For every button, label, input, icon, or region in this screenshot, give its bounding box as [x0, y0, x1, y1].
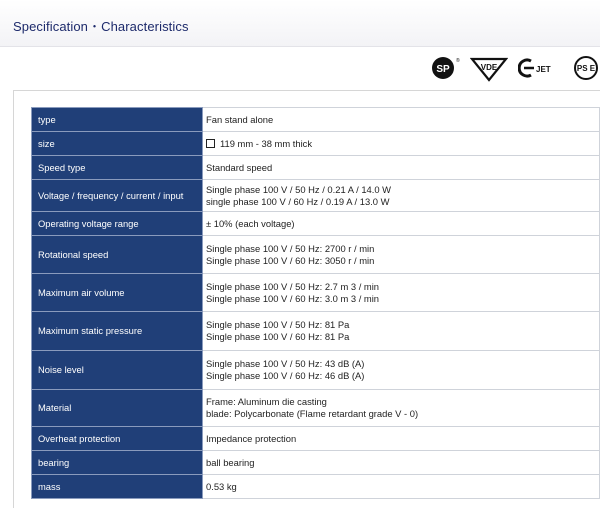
spec-label: Noise level [32, 351, 203, 390]
spec-value-line: Fan stand alone [206, 113, 274, 125]
spec-value-line: single phase 100 V / 60 Hz / 0.19 A / 13.0 W [206, 195, 390, 207]
spec-label: Rotational speed [32, 236, 203, 274]
table-row [32, 108, 600, 132]
spec-value [203, 427, 600, 451]
spec-value [203, 212, 600, 236]
pse-mark-icon [572, 54, 600, 82]
table-row [32, 212, 600, 236]
table-row [32, 274, 600, 312]
spec-value-line: Single phase 100 V / 50 Hz: 2700 r / min [206, 242, 375, 254]
spec-value-line: blade: Polycarbonate (Flame retardant grade V - 0) [206, 408, 419, 419]
vde-mark-text: VDE [480, 63, 498, 72]
spec-value [203, 312, 600, 351]
specification-table-body [32, 108, 600, 499]
spec-label: Voltage / frequency / current / input [32, 180, 203, 212]
spec-value [203, 390, 600, 427]
spec-value [203, 475, 600, 499]
spec-value-line: Single phase 100 V / 50 Hz: 43 dB (A) [206, 358, 365, 369]
spec-label: type [32, 108, 203, 132]
spec-value-line: 0.53 kg [206, 480, 237, 492]
spec-label: Overheat protection [32, 427, 203, 451]
spec-value-line [206, 138, 593, 150]
spec-value [203, 274, 600, 312]
page-header [0, 0, 600, 47]
table-row [32, 475, 600, 499]
table-row [32, 156, 600, 180]
table-row [32, 132, 600, 156]
csa-mark-icon [430, 54, 460, 82]
svg-text:®: ® [456, 58, 460, 64]
table-row [32, 390, 600, 427]
spec-value [203, 451, 600, 475]
spec-value-line: ± 10% (each voltage) [206, 217, 295, 229]
vde-mark-icon [470, 54, 508, 82]
spec-value-line: ball bearing [206, 456, 255, 468]
spec-label: size [32, 132, 203, 156]
spec-value [203, 180, 600, 212]
certification-marks [430, 54, 600, 82]
spec-value [203, 108, 600, 132]
spec-label: Maximum air volume [32, 274, 203, 312]
table-row [32, 312, 600, 351]
spec-label: Operating voltage range [32, 212, 203, 236]
spec-value-text: 119 mm - 38 mm thick [220, 137, 313, 149]
spec-label: bearing [32, 451, 203, 475]
table-row [32, 427, 600, 451]
spec-value-line: Single phase 100 V / 60 Hz: 3050 r / min [206, 254, 375, 266]
spec-label: Material [32, 390, 203, 427]
spec-label: Speed type [32, 156, 203, 180]
spec-value-line: Frame: Aluminum die casting [206, 396, 327, 407]
csa-mark-text: SP [436, 64, 450, 75]
spec-value [203, 351, 600, 390]
spec-value-line: Single phase 100 V / 60 Hz: 3.0 m 3 / min [206, 292, 380, 304]
square-icon [206, 139, 215, 148]
spec-value-line: Impedance protection [206, 432, 297, 444]
spec-value [203, 132, 600, 156]
spec-value-line: Single phase 100 V / 60 Hz: 46 dB (A) [206, 370, 365, 381]
specification-table [31, 107, 600, 499]
jet-mark-text: JET [536, 65, 551, 74]
table-row [32, 236, 600, 274]
spec-value [203, 236, 600, 274]
table-row [32, 451, 600, 475]
spec-value-line: Single phase 100 V / 50 Hz: 81 Pa [206, 319, 350, 330]
spec-value-line: Standard speed [206, 161, 273, 173]
spec-label: mass [32, 475, 203, 499]
page-title: Specification・Characteristics [13, 19, 189, 34]
table-row [32, 180, 600, 212]
table-row [32, 351, 600, 390]
spec-value-line: Single phase 100 V / 50 Hz / 0.21 A / 14.0 W [206, 183, 392, 195]
pse-mark-text: PS E [576, 64, 596, 73]
spec-label: Maximum static pressure [32, 312, 203, 351]
spec-value-line: Single phase 100 V / 50 Hz: 2.7 m 3 / min [206, 280, 380, 292]
spec-value [203, 156, 600, 180]
spec-value-line: Single phase 100 V / 60 Hz: 81 Pa [206, 331, 350, 342]
jet-mark-icon [518, 54, 562, 82]
